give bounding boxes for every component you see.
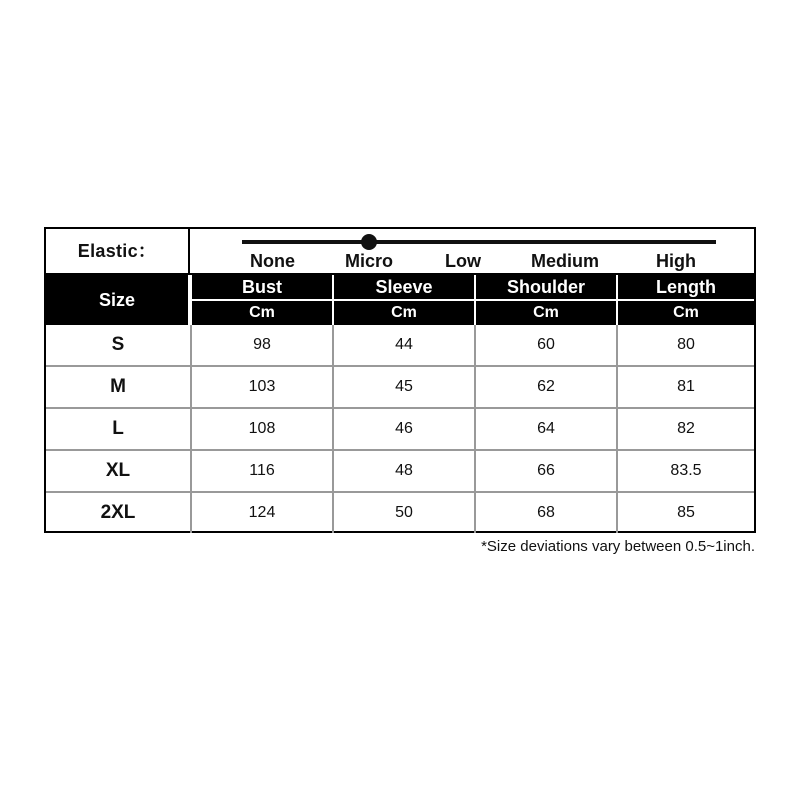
shoulder-cell: 60 [476, 325, 618, 365]
sleeve-cell: 46 [334, 409, 476, 449]
elastic-selected-marker [361, 234, 377, 250]
size-deviation-note: *Size deviations vary between 0.5~1inch. [481, 538, 755, 555]
length-cell: 80 [677, 336, 695, 353]
sleeve-cell: 45 [334, 367, 476, 407]
shoulder-cell: 64 [476, 409, 618, 449]
elastic-level-high: High [656, 251, 696, 271]
size-chart [44, 227, 756, 533]
elastic-row [46, 229, 754, 275]
elastic-level-low: Low [445, 251, 481, 271]
table-body [46, 325, 754, 533]
elastic-scale-line [242, 240, 716, 244]
bust-cell: 108 [192, 409, 334, 449]
shoulder-cell: 66 [476, 451, 618, 491]
table-row [46, 451, 754, 493]
table-row [46, 325, 754, 367]
shoulder-cell: 62 [476, 367, 618, 407]
table-row [46, 409, 754, 451]
length-cell: 85 [677, 504, 695, 521]
elastic-level-micro: Micro [345, 251, 394, 271]
sleeve-cell: 44 [334, 325, 476, 365]
shoulder-cell: 68 [476, 493, 618, 533]
bust-cell: 103 [192, 367, 334, 407]
size-cell: L [46, 409, 192, 449]
shoulder-unit: Cm [476, 301, 616, 325]
sleeve-unit: Cm [334, 301, 474, 325]
bust-unit: Cm [192, 301, 332, 325]
sleeve-header: Sleeve [334, 275, 474, 299]
size-column-header: Size [46, 275, 190, 325]
length-header: Length [618, 275, 754, 299]
table-row [46, 367, 754, 409]
length-cell: 81 [677, 378, 695, 395]
bust-header: Bust [192, 275, 332, 299]
size-cell: XL [46, 451, 192, 491]
shoulder-header: Shoulder [476, 275, 616, 299]
bust-cell: 98 [192, 325, 334, 365]
table-header [46, 275, 754, 325]
elastic-label: Elastic： [46, 229, 190, 273]
elastic-levels [190, 250, 754, 272]
sleeve-cell: 48 [334, 451, 476, 491]
elastic-level-medium: Medium [531, 251, 600, 271]
length-unit: Cm [618, 301, 754, 325]
size-cell: S [46, 325, 192, 365]
length-cell: 82 [677, 420, 695, 437]
length-cell: 83.5 [670, 462, 702, 479]
sleeve-cell: 50 [334, 493, 476, 533]
size-cell: M [46, 367, 192, 407]
bust-cell: 116 [192, 451, 334, 491]
elastic-level-none: None [250, 251, 295, 271]
table-row [46, 493, 754, 533]
bust-cell: 124 [192, 493, 334, 533]
size-cell: 2XL [46, 493, 192, 533]
